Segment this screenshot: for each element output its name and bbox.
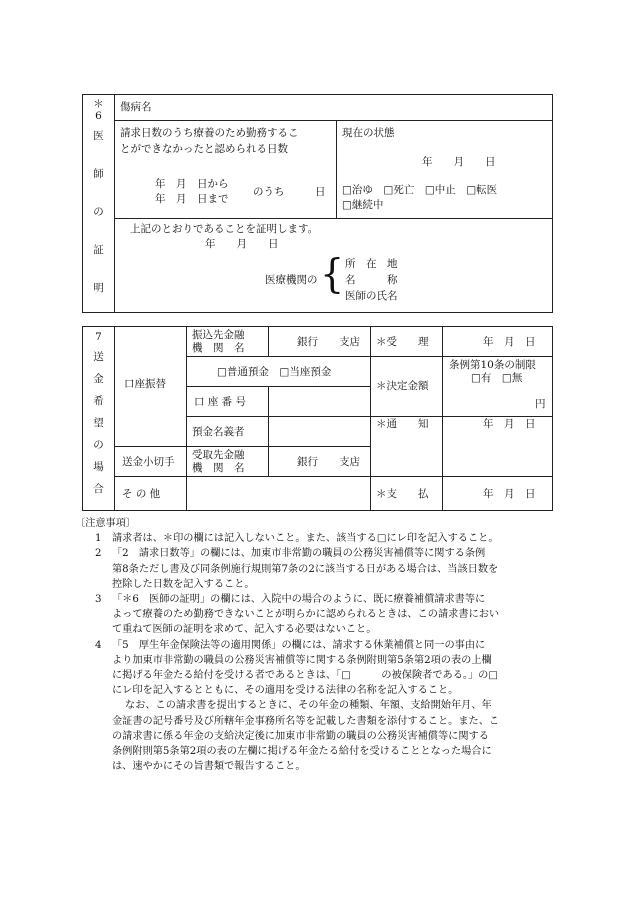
injury-name-label: 傷病名: [120, 101, 152, 113]
note-number: 4: [95, 639, 102, 651]
note-item: [75, 638, 575, 699]
note-line: 「2 請求日数等」の欄には、加東市非常勤の職員の公務災害補償等に関する条例: [112, 548, 486, 560]
remittance-table: [82, 326, 553, 511]
status-option-continuing[interactable]: □継続中: [342, 199, 384, 211]
account-number-field[interactable]: [269, 387, 371, 417]
note-number: 3: [95, 594, 102, 606]
note-line: に掲げる年金たる給付を受ける者であるときは、「□ の被保険者である。」の□: [112, 670, 498, 682]
other-field[interactable]: [187, 477, 371, 511]
note-line: よって療養のため勤務できないことが明らかに認められるときは、この請求書におい: [112, 609, 500, 621]
payee-bank-label-cell: 振込先金融 機 関 名: [187, 327, 269, 357]
note-line: て重ねて医師の証明を求めて、記入する必要はないこと。: [112, 624, 377, 636]
check-label-cell: 送金小切手: [115, 447, 187, 477]
institution-address[interactable]: 所 在 地: [345, 258, 398, 270]
note-line: 「5 厚生年金保険法等の適用関係」の欄には、請求する休業補償と同一の事由に: [112, 639, 486, 651]
restriction-label: 条例第10条の制限: [449, 359, 536, 371]
to-date: 年 月 日まで: [155, 193, 229, 205]
received-label-cell: ＊受 理: [371, 327, 443, 357]
section-7-label: 7 送 金 希 望 の 場 合: [83, 327, 115, 511]
notice-label-cell: ＊通 知: [371, 417, 443, 477]
doctor-certificate-table: [82, 94, 553, 313]
payment-label-cell: ＊支 払: [371, 477, 443, 511]
doctor-name[interactable]: 医師の氏名: [345, 290, 398, 302]
certification-field: [115, 219, 553, 313]
receive-bank-field[interactable]: 銀行 支店: [269, 447, 371, 477]
note-line: 控除した日数を記入すること。: [112, 578, 255, 590]
payee-bank-field[interactable]: 銀行 支店: [269, 327, 371, 357]
receive-bank-label-cell: 受取先金融 機 関 名: [187, 447, 269, 477]
notes-heading: 〔注意事項〕: [75, 518, 137, 529]
closing-line: の請求書に係る年金の支給決定後に加東市非常勤の職員の公務災害補償等に関する: [112, 730, 489, 742]
current-status-field[interactable]: [337, 121, 553, 219]
note-number: 2: [95, 548, 102, 560]
section-6-label: ＊ 6 医 師 の 証 明: [83, 95, 115, 313]
received-date-field[interactable]: 年 月 日: [443, 327, 553, 357]
notes-section: [75, 516, 575, 774]
certify-date: 年 月 日: [205, 238, 279, 250]
note-item: [75, 592, 575, 638]
account-holder-label-cell: 預金名義者: [187, 417, 269, 447]
decision-amount-label-cell: ＊決定金額: [371, 357, 443, 417]
from-date: 年 月 日から: [155, 178, 229, 190]
injury-name-field[interactable]: [115, 95, 553, 121]
absence-days-field[interactable]: 請求日数のうち療養のため勤務するこ とができなかったと認められる日数 年 月 日から 年 月 日まで のうち 日: [115, 121, 337, 219]
certify-text: 上記のとおりであることを証明します。: [130, 223, 319, 235]
account-holder-field[interactable]: [269, 417, 371, 447]
status-options[interactable]: □治ゆ □死亡 □中止 □転医: [342, 184, 498, 196]
note-line: 第8条ただし書及び同条例施行規則第7条の2に該当する日がある場合は、当該日数を: [112, 563, 499, 575]
institution-label: 医療機関の: [265, 274, 318, 286]
note-number: 1: [95, 533, 102, 545]
note-line: 「＊6 医師の証明」の欄には、入院中の場合のように、既に療養補償請求書等に: [112, 594, 486, 606]
institution-name[interactable]: 名 称: [345, 274, 398, 286]
bank-transfer-label-cell: 口座振替: [115, 327, 187, 447]
note-line: 請求者は、＊印の欄には記入しないこと。また、該当する□にレ印を記入すること。: [112, 533, 499, 545]
closing-line: 金証書の記号番号及び所轄年金事務所名等を記載した書類を添付すること。また、こ: [112, 715, 500, 727]
payment-date-field[interactable]: 年 月 日: [443, 477, 553, 511]
note-line: より加東市非常勤の職員の公務災害補償等に関する条例附則第5条第2項の表の上欄: [112, 654, 492, 666]
note-item: [75, 531, 575, 546]
current-status-label: 現在の状態: [342, 127, 395, 139]
status-date: 年 月 日: [422, 156, 496, 168]
closing-line: なお、この請求書を提出するときに、その年金の種類、年額、支給開始年月、年: [125, 700, 492, 712]
note-item: [75, 546, 575, 592]
restriction-options[interactable]: □有 □無: [471, 372, 523, 384]
account-number-label-cell: 口 座 番 号: [187, 387, 269, 417]
notice-date-field[interactable]: 年 月 日: [443, 417, 553, 477]
decision-amount-field[interactable]: [443, 357, 553, 417]
yen-unit: 円: [535, 398, 546, 410]
brace-glyph: {: [320, 250, 345, 298]
other-label-cell: そ の 他: [115, 477, 187, 511]
account-type-field[interactable]: □普通預金 □当座預金: [187, 357, 371, 387]
note-line: にレ印を記入するとともに、その適用を受ける法律の名称を記入すること。: [112, 685, 459, 697]
closing-line: 条例附則第5条第2項の表の左欄に掲げる年金たる給付を受けることとなった場合に: [112, 746, 492, 758]
closing-line: は、速やかにその旨書類で報告すること。: [112, 761, 306, 773]
